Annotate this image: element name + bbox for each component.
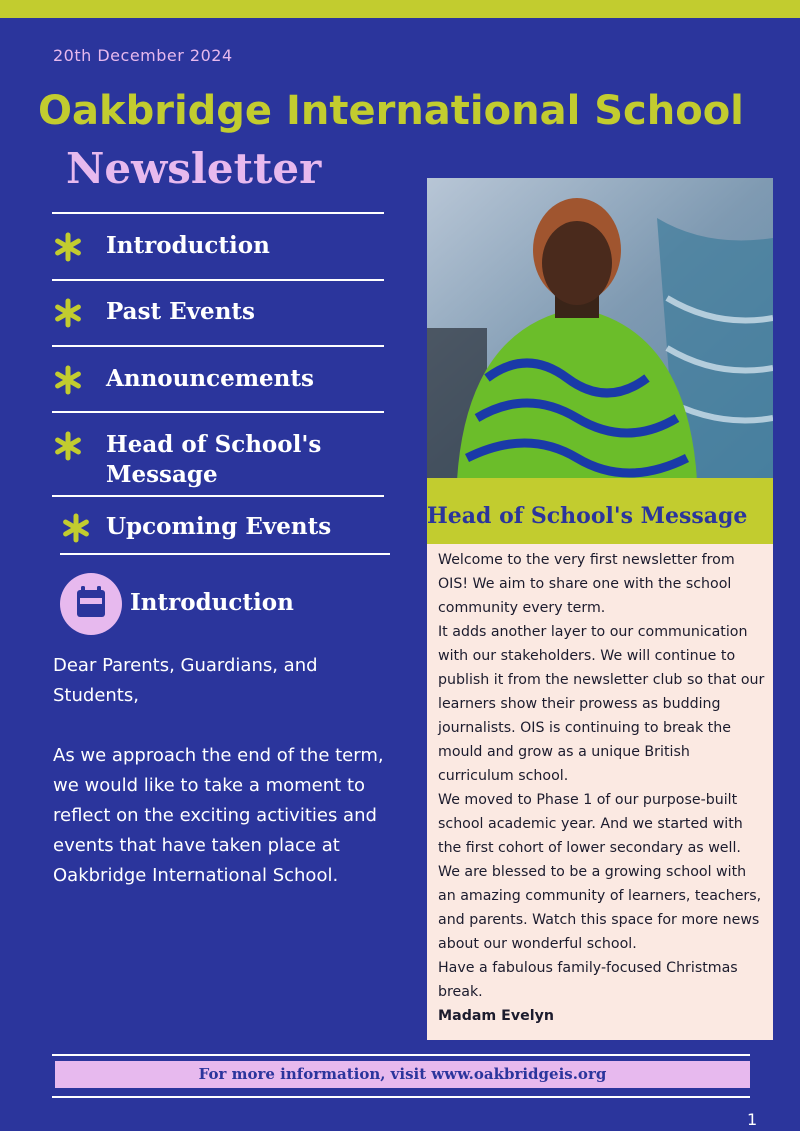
issue-date: 20th December 2024 bbox=[53, 46, 233, 65]
nav-item-upcoming-events[interactable] bbox=[60, 512, 331, 544]
asterisk-icon bbox=[52, 297, 84, 329]
school-name: Oakbridge International School bbox=[38, 88, 744, 134]
divider bbox=[52, 345, 384, 347]
introduction-text bbox=[53, 651, 403, 921]
message-paragraph: Welcome to the very first newsletter from OIS! We aim to share one with the school community every term. bbox=[438, 552, 735, 616]
nav-item-head-of-school-message[interactable] bbox=[52, 430, 346, 490]
top-accent-bar bbox=[0, 0, 800, 18]
introduction-heading: Introduction bbox=[130, 589, 294, 616]
divider bbox=[52, 411, 384, 413]
nav-item-past-events[interactable] bbox=[52, 297, 255, 329]
divider bbox=[52, 212, 384, 214]
page-title: Newsletter bbox=[66, 144, 322, 193]
message-box bbox=[427, 544, 773, 1040]
divider bbox=[52, 1054, 750, 1056]
asterisk-icon bbox=[52, 231, 84, 263]
message-paragraph: Have a fabulous family-focused Christmas break. bbox=[438, 960, 738, 1000]
introduction-greeting: Dear Parents, Guardians, and Students, bbox=[53, 655, 318, 706]
divider bbox=[52, 1096, 750, 1098]
nav-item-label: Past Events bbox=[106, 298, 255, 325]
nav-item-label: Introduction bbox=[106, 232, 270, 259]
message-paragraph: We moved to Phase 1 of our purpose-built school academic year. And we started with the first cohort of lower secondary as well. We are blessed to be a growing school with an amazing community of learners, teachers, and parents. Watch this space for more news about our wonderful school. bbox=[438, 792, 762, 952]
nav-item-introduction[interactable] bbox=[52, 231, 270, 263]
message-paragraph: It adds another layer to our communication with our stakeholders. We will continue to publish it from the newsletter club so that our learners show their prowess as budding journalists. OIS is continuing to break the mould and grow as a unique British curriculum school. bbox=[438, 624, 765, 784]
asterisk-icon bbox=[52, 364, 84, 396]
nav-item-label: Head of School's Message bbox=[106, 431, 322, 488]
head-of-school-photo bbox=[427, 178, 773, 480]
divider bbox=[52, 279, 384, 281]
nav-item-label: Announcements bbox=[106, 365, 314, 392]
message-heading: Head of School's Message bbox=[427, 503, 748, 529]
footer-info-link[interactable]: For more information, visit www.oakbridgeis.org bbox=[55, 1061, 750, 1088]
message-signature: Madam Evelyn bbox=[438, 1008, 554, 1024]
asterisk-icon bbox=[52, 430, 84, 462]
divider bbox=[52, 495, 384, 497]
page-number: 1 bbox=[747, 1110, 758, 1129]
nav-item-announcements[interactable] bbox=[52, 364, 314, 396]
divider bbox=[60, 553, 390, 555]
introduction-body: As we approach the end of the term, we would like to take a moment to reflect on the exciting activities and events that have taken place at Oakbridge International School. bbox=[53, 745, 384, 886]
nav-item-label: Upcoming Events bbox=[106, 513, 332, 540]
calendar-icon bbox=[60, 573, 122, 635]
asterisk-icon bbox=[60, 512, 92, 544]
